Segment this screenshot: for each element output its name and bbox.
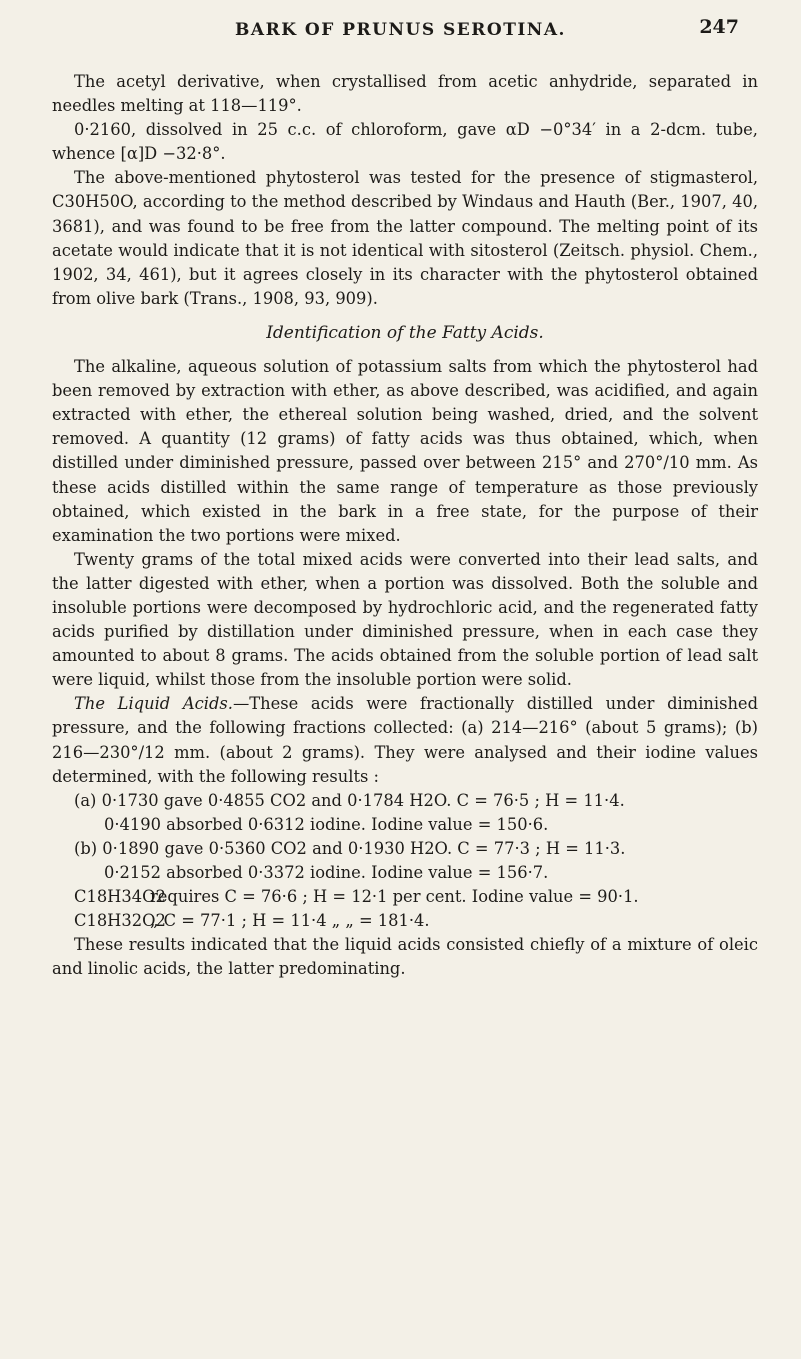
page-body (52, 70, 758, 981)
paragraph-conclusion: These results indicated that the liquid acids consisted chiefly of a mixture of oleic and linolic acids, the latter predominating. (52, 935, 758, 979)
section-title: Identification of the Fatty Acids. (266, 322, 544, 343)
formula-c18h32o2-values: „ C = 77·1 ; H = 11·4 „ „ = 181·4. (150, 911, 430, 931)
paragraph-liquid-acids (52, 692, 758, 788)
result-b-iodine: 0·2152 absorbed 0·3372 iodine. Iodine value = 156·7. (104, 863, 549, 882)
liquid-acids-body: —These acids were fractionally distilled under diminished pressure, and the following fractions collected: (a) 214—216° (about 5 grams); (b) 216—230°/12 mm. (about 2 grams). They were analysed and their iodine values determined, with the following results : (52, 694, 758, 786)
result-a-iodine: 0·4190 absorbed 0·6312 iodine. Iodine value = 150·6. (104, 814, 549, 834)
paragraph-stigmasterol: The above-mentioned phytosterol was tested for the presence of stigmasterol, C30H50O, according to the method described by Windaus and Hauth (Ber., 1907, 40, 3681), and was found to be free from the latter compound. The melting point of its acetate would indicate that it is not identical with sitosterol (Zeitsch. physiol. Chem., 1902, 34, 461), but it agrees closely in its character with the phytosterol obtained from olive bark (Trans., 1908, 93, 909). (52, 168, 758, 308)
page-header (0, 16, 801, 60)
page-number: 247 (699, 16, 739, 38)
formula-row-oleic (52, 885, 758, 909)
paragraph-lead-salts: Twenty grams of the total mixed acids were converted into their lead salts, and the latter digested with ether, when a portion was dissolved. Both the soluble and insoluble portions were decomposed by hydrochloric acid, and the regenerated fatty acids purified by distillation under diminished pressure, when in each case they amounted to about 8 grams. The acids obtained from the soluble portion of lead salt were liquid, whilst those from the insoluble portion were solid. (52, 549, 758, 690)
result-a-combustion: (a) 0·1730 gave 0·4855 CO2 and 0·1784 H2O. C = 76·5 ; H = 11·4. (74, 790, 625, 810)
running-head: BARK OF PRUNUS SEROTINA. (235, 20, 566, 40)
formula-row-linolic (52, 909, 758, 933)
formula-c18h32o2: C18H32O2 (74, 911, 166, 931)
liquid-acids-heading: The Liquid Acids. (74, 694, 233, 714)
paragraph-rotation: 0·2160, dissolved in 25 c.c. of chloroform, gave αD −0°34′ in a 2-dcm. tube, whence [α]D −32·8°. (52, 120, 758, 164)
result-b-combustion: (b) 0·1890 gave 0·5360 CO2 and 0·1930 H2O. C = 77·3 ; H = 11·3. (74, 838, 626, 858)
paragraph-alkaline-solution: The alkaline, aqueous solution of potassium salts from which the phytosterol had been removed by extraction with ether, as above described, was acidified, and again extracted with ether, the ethereal solution being washed, dried, and the solvent removed. A quantity (12 grams) of fatty acids was thus obtained, which, when distilled under diminished pressure, passed over between 215° and 270°/10 mm. As these acids distilled within the same range of temperature as those previously obtained, which existed in the bark in a free state, for the purpose of their examination the two portions were mixed. (52, 357, 758, 545)
formula-c18h34o2: C18H34O2 (74, 887, 166, 907)
paragraph-acetyl-derivative: The acetyl derivative, when crystallised from acetic anhydride, separated in needles melting at 118—119°. (52, 72, 758, 116)
formula-c18h34o2-values: requires C = 76·6 ; H = 12·1 per cent. Iodine value = 90·1. (150, 887, 639, 907)
